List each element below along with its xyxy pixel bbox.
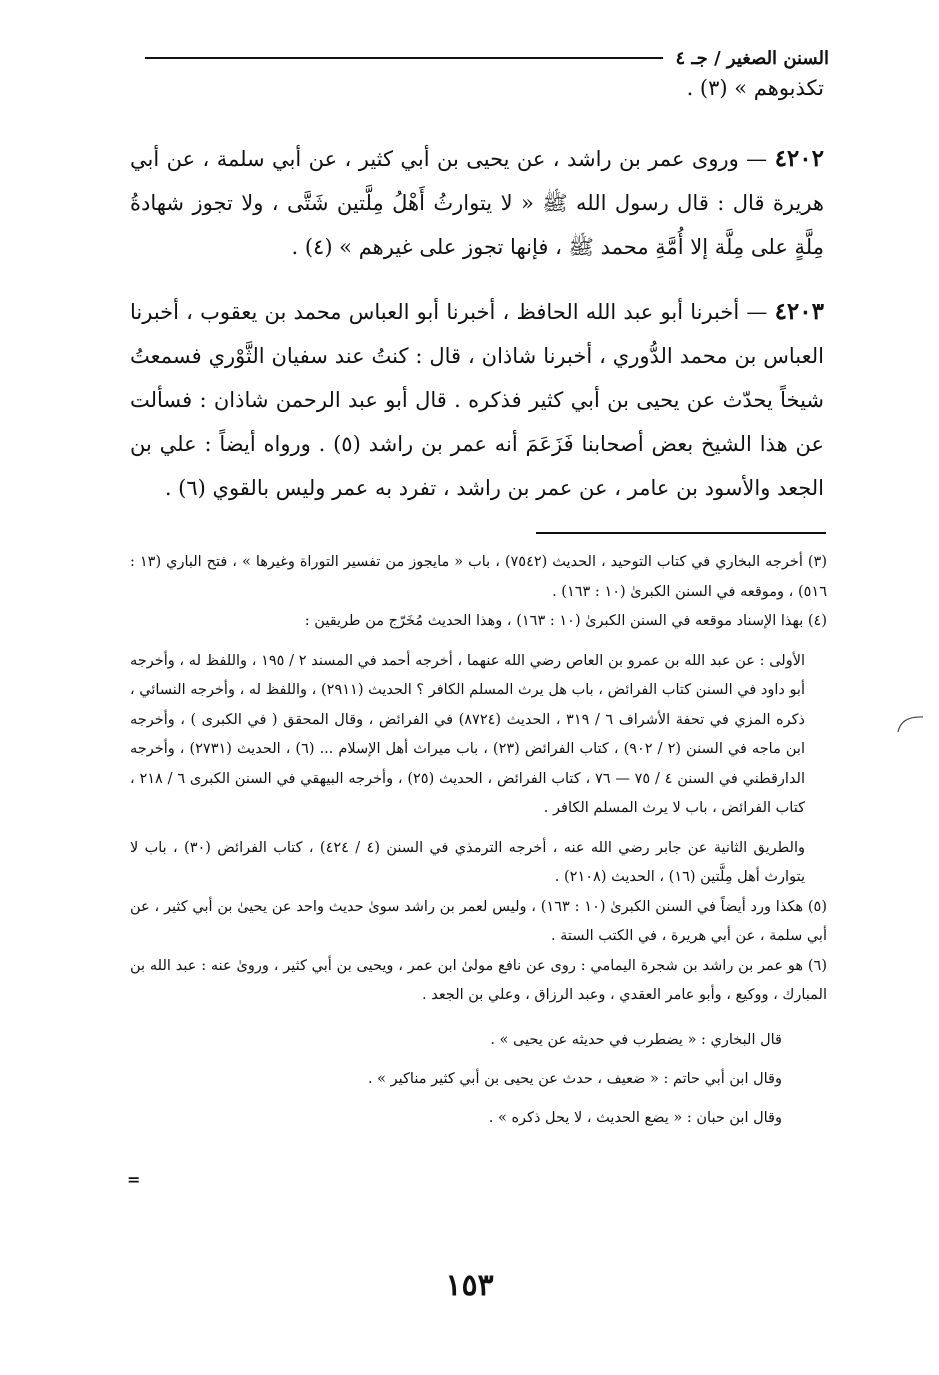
footnote-quote: وقال ابن أبي حاتم : « ضعيف ، حدث عن يحيى بن أبي كثير مناكير » . xyxy=(367,1070,782,1087)
main-text xyxy=(130,116,824,520)
continuation-mark: = xyxy=(127,1170,141,1189)
footnotes xyxy=(130,548,827,1138)
footnote-4: (٤) بهذا الإسناد موقعه في السنن الكبرىٰ (١٠ : ١٦٣) ، وهذا الحديث مُخَرّج من طريقين : xyxy=(304,613,827,629)
footnote-quote: وقال ابن حبان : « يضع الحديث ، لا يحل ذكره » . xyxy=(488,1109,782,1126)
footnote-4-second-path: والطريق الثانية عن جابر رضي الله عنه ، أخرجه الترمذي في السنن (٤ / ٤٢٤) ، كتاب الفرائض (٣٠) ، باب لا يتوارث أهل مِلَّتين (١٦) ، الحديث (٢١٠٨) . xyxy=(130,839,805,885)
footnote-5: (٥) هكذا ورد أيضاً في السنن الكبرىٰ (١٠ : ١٦٣) ، وليس لعمر بن راشد سوىٰ حديث واحد عن يحيىٰ بن أبي كثير ، عن أبي سلمة ، عن أبي هريرة ، في الكتب الستة . xyxy=(130,898,827,944)
book-title: السنن الصغير / جـ ٤ xyxy=(675,47,829,69)
continuation-text: تكذبوهم » (٣) . xyxy=(686,76,824,100)
footnote-quote: قال البخاري : « يضطرب في حديثه عن يحيى » . xyxy=(490,1031,782,1048)
hadith-4202 xyxy=(130,137,824,269)
header-rule xyxy=(145,57,663,59)
hadith-number: ٤٢٠٣ xyxy=(774,298,824,325)
page-number: ١٥٣ xyxy=(445,1268,494,1303)
footnote-6: (٦) هو عمر بن راشد بن شجرة اليمامي : روى عن نافع مولىٰ ابن عمر ، ويحيى بن أبي كثير ، وروىٰ عنه : عبد الله بن المبارك ، ووكيع ، وأبو عامر العقدي ، وعبد الرزاق ، وعلي بن الجعد . xyxy=(130,957,827,1003)
hadith-text: — أخبرنا أبو عبد الله الحافظ ، أخبرنا أبو العباس محمد بن يعقوب ، أخبرنا العباس بن محمد الدُّوري ، أخبرنا شاذان ، قال : كنتُ عند سفيان الثَّوْري فسمعتُ شيخاً يحدّث عن يحيى بن أبي كثير فذكره . قال أبو عبد الرحمن شاذان : فسألت عن هذا الشيخ بعض أصحابنا فَزَعَمَ أنه عمر بن راشد (٥) . ورواه أيضاً : علي بن الجعد والأسود بن عامر ، عن عمر بن راشد ، تفرد به عمر وليس بالقوي (٦) . xyxy=(130,300,824,500)
footnote-3: (٣) أخرجه البخاري في كتاب التوحيد ، الحديث (٧٥٤٢) ، باب « مايجوز من تفسير التوراة وغيرها » ، فتح الباري (١٣ : ٥١٦) ، وموقعه في السنن الكبرىٰ (١٠ : ١٦٣) . xyxy=(130,554,827,600)
hadith-number: ٤٢٠٢ xyxy=(774,145,824,172)
margin-bracket-icon xyxy=(893,714,925,734)
footnote-4-first-path: الأولى : عن عبد الله بن عمرو بن العاص رضي الله عنهما ، أخرجه أحمد في المسند ٢ / ١٩٥ ، واللفظ له ، وأخرجه أبو داود في السنن كتاب الفرائض ، باب هل يرث المسلم الكافر ؟ الحديث (٢٩١١) ، واللفظ له ، وأخرجه النسائي ، ذكره المزي في تحفة الأشراف ٦ / ٣١٩ ، الحديث (٨٧٢٤) في الفرائض ، وقال المحقق ( في الكبرى ) ، وأخرجه ابن ماجه في السنن (٢ / ٩٠٢) ، كتاب الفرائض (٢٣) ، باب ميراث أهل الإسلام ... (٦) ، الحديث (٢٧٣١) ، وأخرجه الدارقطني في السنن ٤ / ٧٥ — ٧٦ ، كتاب الفرائض ، الحديث (٢٥) ، وأخرجه البيهقي في السنن الكبرى ٦ / ٢١٨ ، كتاب الفرائض ، باب لا يرث المسلم الكافر . xyxy=(130,652,806,816)
hadith-4203 xyxy=(130,290,824,510)
footnote-separator xyxy=(536,532,826,534)
hadith-text: — وروى عمر بن راشد ، عن يحيى بن أبي كثير ، عن أبي سلمة ، عن أبي هريرة قال : قال رسول الله ﷺ « لا يتوارثُ أَهْلُ مِلَّتين شَتَّى ، ولا تجوز شهادةُ مِلَّةٍ على مِلَّة إلا أُمَّةِ محمد ﷺ ، فإنها تجوز على غيرهم » (٤) . xyxy=(130,147,824,259)
